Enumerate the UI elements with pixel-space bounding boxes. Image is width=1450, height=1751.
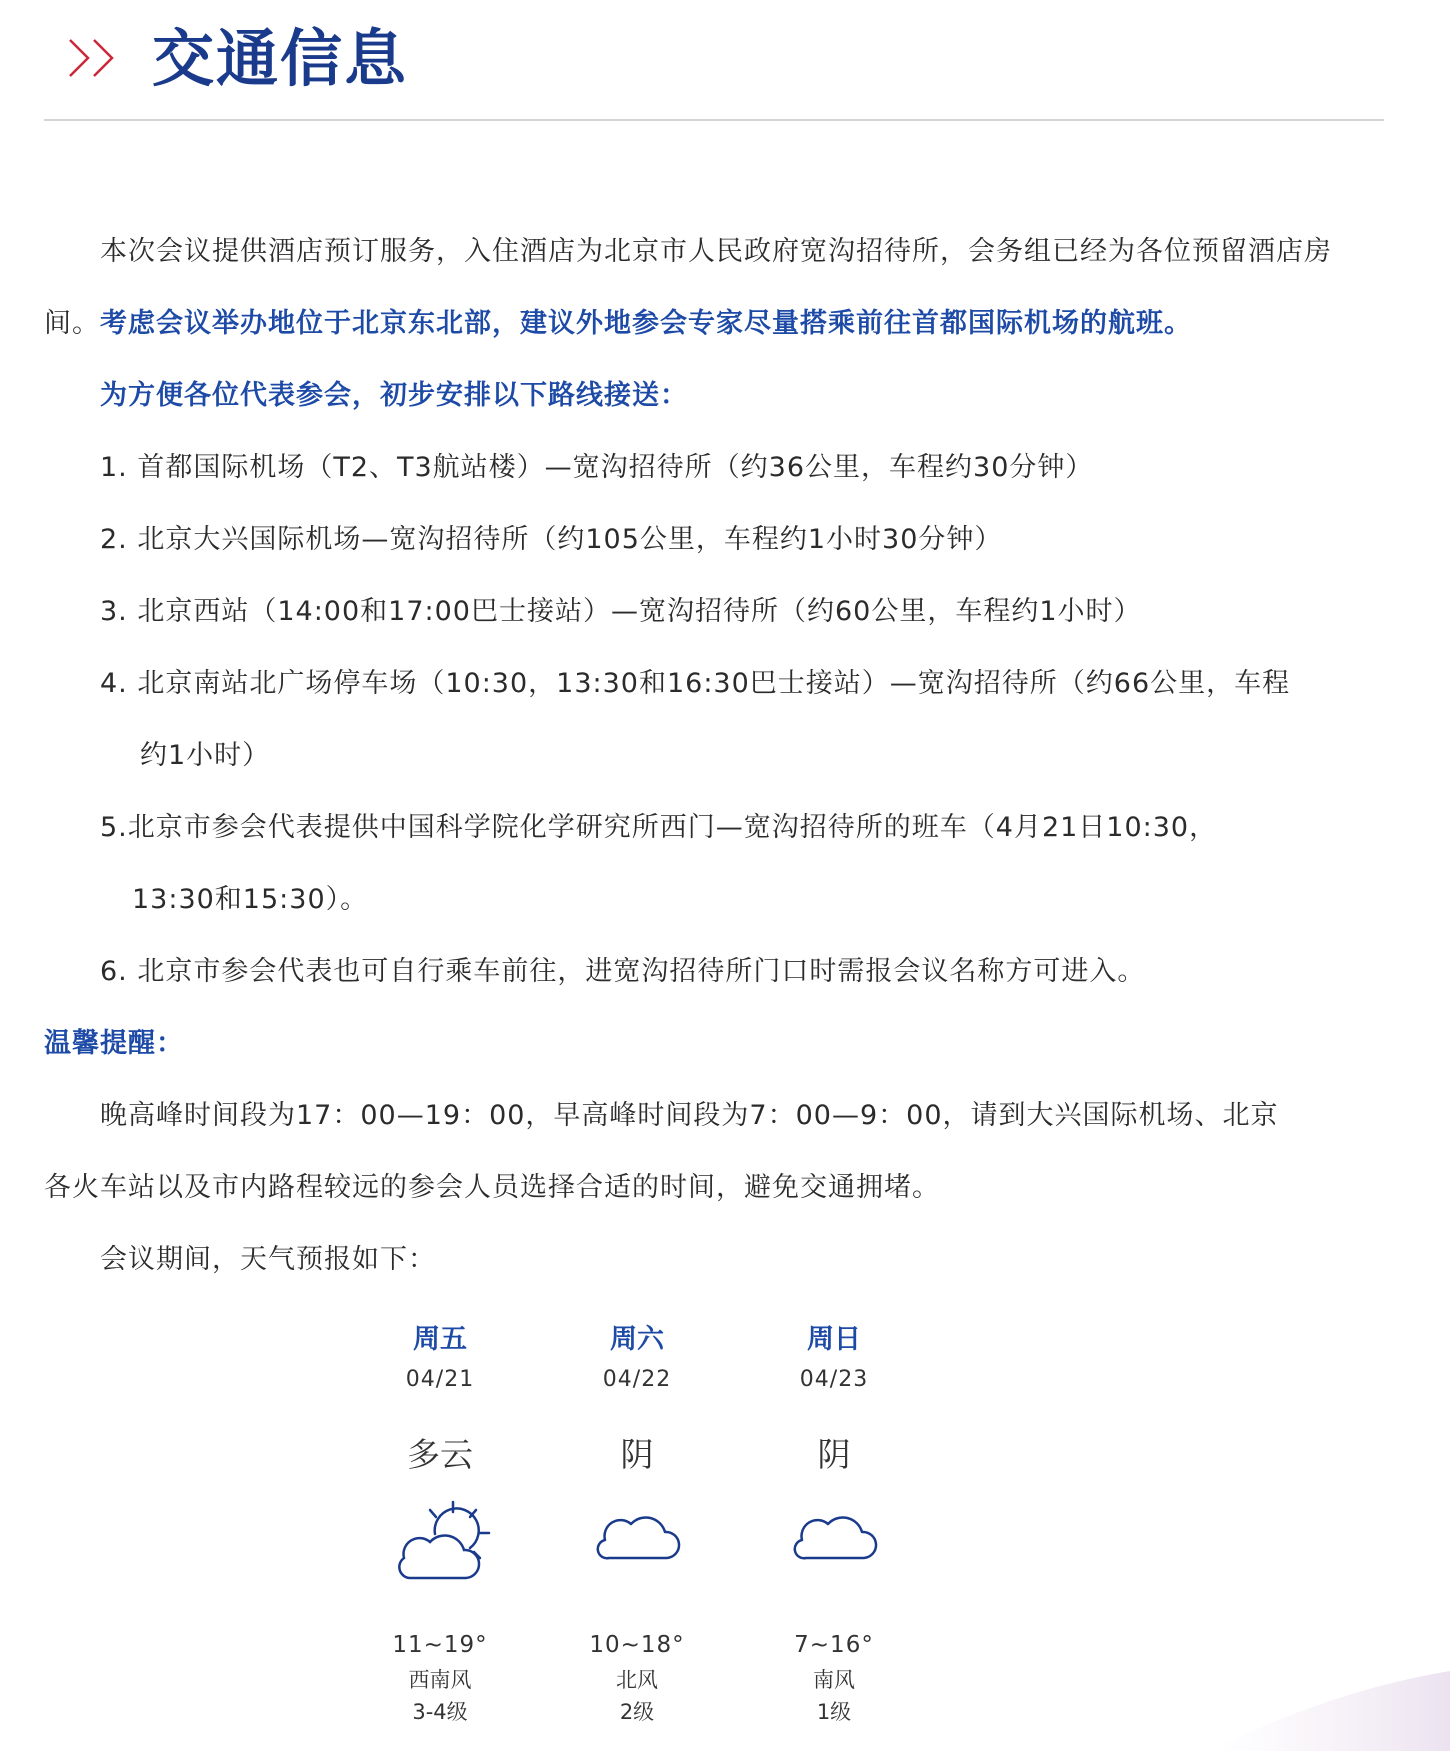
weekday-label: 周六	[610, 1324, 664, 1355]
route-item-3: 3. 北京西站（14:00和17:00巴士接站）—宽沟招待所（约60公里，车程约1小时）	[100, 596, 1142, 627]
forecast-day-sat	[577, 1320, 697, 1728]
temperature-range: 10~18°	[589, 1632, 685, 1658]
cloud-icon	[774, 1492, 894, 1592]
route-item-4: 4. 北京南站北广场停车场（10:30，13:30和16:30巴士接站）—宽沟招待所（约66公里，车程	[100, 668, 1291, 699]
partly-cloudy-icon	[380, 1492, 500, 1592]
page-title: 交通信息	[152, 22, 409, 95]
weather-intro: 会议期间，天气预报如下：	[100, 1244, 436, 1275]
route-item-2: 2. 北京大兴国际机场—宽沟招待所（约105公里，车程约1小时30分钟）	[100, 524, 1003, 555]
intro-highlight: 考虑会议举办地位于北京东北部，建议外地参会专家尽量搭乘前往首都国际机场的航班。	[100, 308, 1192, 339]
date-label: 04/21	[405, 1367, 475, 1392]
wind-direction: 南风	[813, 1668, 855, 1692]
header-divider	[44, 119, 1384, 121]
date-label: 04/22	[602, 1367, 672, 1392]
routes-heading: 为方便各位代表参会，初步安排以下路线接送：	[100, 380, 688, 411]
forecast-day-fri	[380, 1320, 500, 1728]
condition-label: 阴	[620, 1435, 654, 1474]
wind-direction: 西南风	[408, 1668, 472, 1692]
date-label: 04/23	[799, 1367, 869, 1392]
tips-heading: 温馨提醒：	[44, 1028, 184, 1059]
temperature-range: 7~16°	[794, 1632, 874, 1658]
intro-text: 本次会议提供酒店预订服务，入住酒店为北京市人民政府宽沟招待所，会务组已经为各位预留酒店房间。	[44, 236, 1332, 339]
weekday-label: 周五	[413, 1324, 467, 1355]
weekday-label: 周日	[807, 1324, 861, 1355]
decorative-corner-swoosh	[1210, 1671, 1450, 1751]
page-header	[0, 0, 1450, 125]
temperature-range: 11~19°	[392, 1632, 488, 1658]
route-item-4-continued: 约1小时）	[140, 740, 271, 771]
tips-line-2: 各火车站以及市内路程较远的参会人员选择合适的时间，避免交通拥堵。	[44, 1172, 940, 1203]
double-chevron-icon	[66, 36, 126, 80]
route-item-1: 1. 首都国际机场（T2、T3航站楼）—宽沟招待所（约36公里，车程约30分钟）	[100, 452, 1094, 483]
forecast-day-sun	[774, 1320, 894, 1728]
wind-level: 2级	[619, 1700, 655, 1724]
wind-level: 1级	[816, 1700, 852, 1724]
intro-paragraph	[44, 216, 1384, 360]
route-item-5-continued: 13:30和15:30）。	[132, 884, 369, 915]
wind-level: 3-4级	[412, 1700, 468, 1724]
cloud-icon	[577, 1492, 697, 1592]
wind-direction: 北风	[616, 1668, 658, 1692]
condition-label: 多云	[407, 1435, 473, 1474]
route-item-5: 5.北京市参会代表提供中国科学院化学研究所西门—宽沟招待所的班车（4月21日10:30，	[100, 812, 1218, 843]
route-item-6: 6. 北京市参会代表也可自行乘车前往，进宽沟招待所门口时需报会议名称方可进入。	[100, 956, 1146, 987]
condition-label: 阴	[817, 1435, 851, 1474]
tips-line-1: 晚高峰时间段为17：00—19：00，早高峰时间段为7：00—9：00，请到大兴国际机场、北京	[100, 1100, 1279, 1131]
weather-forecast	[380, 1320, 920, 1740]
